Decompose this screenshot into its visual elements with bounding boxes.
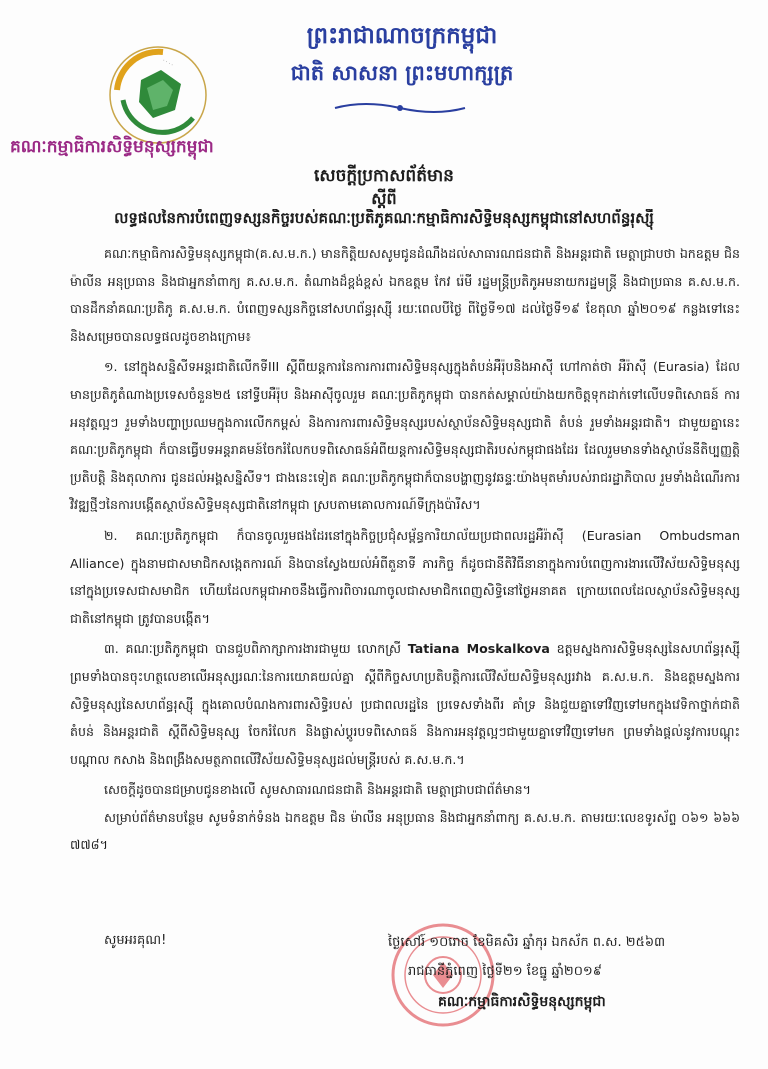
org-name-left: គណៈកម្មាធិការសិទ្ធិមនុស្សកម្ពុជា [10,137,214,157]
document-body [70,240,740,859]
svg-text:. . . .: . . . . [162,56,175,68]
committee-logo-icon [103,40,213,150]
paragraph-3-lead: ៣. គណៈប្រតិភូកម្ពុជា បានជួបពិភាក្សាការងារជាមួយ លោកស្រី [104,641,408,657]
document-subject: លទ្ធផលនៃការបំពេញទស្សនកិច្ចរបស់គណៈប្រតិភូគណៈកម្មាធិការសិទ្ធិមនុស្សកម្ពុជានៅសហព័ន្ធរុស្ស៊ី [114,209,654,227]
signature-lunar-date: ថ្ងៃសៅរ៍ ១០រោច ខែមិគសិរ ឆ្នាំកុរ ឯកស័ក ព.ស. ២៥៦៣ [388,935,666,950]
paragraph-1: ១. នៅក្នុងសន្និសីទអន្តរជាតិលើកទីIII ស្តីពីយន្តការនៃការការពារសិទ្ធិមនុស្សក្នុងតំបន់អឺរ៉ុបនិងអាស៊ី ហៅកាត់ថា អឺរ៉ាស៊ី (Eurasia) ដែលមានប្រតិភូតំណាងប្រទេសចំនួន២៥ នៅទ្វីបអឺរ៉ុប និងអាស៊ីចូលរួម គណៈប្រតិភូកម្ពុជា បានកត់សម្គាល់យ៉ាងយកចិត្តទុកដាក់ទៅលើបទពិសោធន៍ ការអនុវត្តល្អៗ រួមទាំងបញ្ហាប្រឈមក្នុងការលើកកម្ពស់ និងការការពារសិទ្ធិមនុស្សរបស់ស្ថាប័នសិទ្ធិមនុស្សជាតិ តំបន់ រួមទាំងអន្តរជាតិ។ ជាមួយគ្នានេះ គណៈប្រតិភូកម្ពុជា ក៏បានធ្វើបទអន្តរាគមន៍ចែករំលែកបទពិសោធន៍អំពីយន្តការសិទ្ធិមនុស្សជាតិរបស់កម្ពុជាផងដែរ ដែលរួមមានទាំងស្ថាប័ននីតិប្បញ្ញត្តិ ប្រតិបត្តិ និងតុលាការ ជូនដល់អង្គសន្និសីទ។ ជាងនេះទៀត គណៈប្រតិភូកម្ពុជាក៏បានបង្ហាញនូវឆន្ទៈយ៉ាងមុតមាំរបស់រាជរដ្ឋាភិបាល រួមទាំងដំណើរការវិវឌ្ឍថ្មីៗនៃការបង្កើតស្ថាប័នសិទ្ធិមនុស្សជាតិនៅកម្ពុជា ស្របតាមគោលការណ៍ទីក្រុងប៉ារីស។ [70,359,740,513]
closing-paragraph-2: សម្រាប់ព័ត៌មានបន្ថែម សូមទំនាក់ទំនង ឯកឧត្តម ជិន ម៉ាលីន អនុប្រធាន និងជាអ្នកនាំពាក្យ គ.ស.ម.ក. តាមរយៈលេខទូរស័ព្ទ ០៦១ ៦៦៦ ៧៧៨។ [70,809,740,853]
paragraph-3-person-name: Tatiana Moskalkova [407,641,550,657]
ornament-divider-icon [330,100,470,116]
signature-place-date: រាជធានីភ្នំពេញ ថ្ងៃទី២១ ខែធ្នូ ឆ្នាំ២០១៩ [408,964,602,979]
document-subtitle-about: ស្តីពី [371,189,397,208]
kingdom-heading: ព្រះរាជាណាចក្រកម្ពុជា [306,23,498,49]
closing-paragraph-1: សេចក្តីដូចបានជម្រាបជូនខាងលើ សូមសាធារណជនជាតិ និងអន្តរជាតិ មេត្តាជ្រាបជាព័ត៌មាន។ [104,782,531,798]
paragraph-2: ២. គណៈប្រតិភូកម្ពុជា ក៏បានចូលរួមផងដែរនៅក្នុងកិច្ចប្រជុំសម្ព័ន្ធការិយាល័យប្រជាពលរដ្ឋអឺរ៉ាស៊ី (Eurasian Ombudsman Alliance) ក្នុងនាមជាសមាជិកសង្កេតការណ៍ និងបានស្វែងយល់អំពីតួនាទី ភារកិច្ច ក៏ដូចជានីតិវិធីនានាក្នុងការបំពេញការងារលើវិស័យសិទ្ធិមនុស្សនៅក្នុងប្រទេសជាសមាជិក ហើយដែលកម្ពុជាអាចនឹងធ្វើការពិចារណាចូលជាសមាជិកពេញសិទ្ធិនៅថ្ងៃអនាគត ក្រោយពេលដែលស្ថាប័នសិទ្ធិមនុស្សជាតិនៅកម្ពុជា ត្រូវបានបង្កើត។ [70,527,740,626]
paragraph-3 [70,635,740,773]
document-title: សេចក្តីប្រកាសព័ត៌មាន [314,166,454,186]
paragraph-3-rest: ឧត្តមស្នងការសិទ្ធិមនុស្សនៃសហព័ន្ធរុស្ស៊ី ព្រមទាំងបានចុះហត្ថលេខាលើអនុស្សរណៈនៃការយោគយល់គ្នា ស្តីពីកិច្ចសហប្រតិបត្តិការលើវិស័យសិទ្ធិមនុស្សរវាង គ.ស.ម.ក. និងឧត្តមស្នងការសិទ្ធិមនុស្សនៃសហព័ន្ធរុស្ស៊ី ក្នុងគោលបំណងការពារសិទ្ធិរបស់ ប្រជាពលរដ្ឋនៃ ប្រទេសទាំងពីរ គាំទ្រ និងជួយគ្នាទៅវិញទៅមកក្នុងវេទិកាថ្នាក់ជាតិ តំបន់ និងអន្តរជាតិ ស្តីពីសិទ្ធិមនុស្ស ចែករំលែក និងផ្លាស់ប្តូរបទពិសោធន៍ និងការអនុវត្តល្អៗជាមួយគ្នាទៅវិញទៅមក ព្រមទាំងផ្តល់នូវការបណ្តុះបណ្តាល កសាង និងពង្រឹងសមត្ថភាពលើវិស័យសិទ្ធិមនុស្សដល់មន្ត្រីរបស់ គ.ស.ម.ក.។ [70,641,740,767]
national-motto: ជាតិ សាសនា ព្រះមហាក្សត្រ [290,61,514,85]
intro-paragraph: គណៈកម្មាធិការសិទ្ធិមនុស្សកម្ពុជា(គ.ស.ម.ក.) មានកិត្តិយសសូមជូនដំណឹងដល់សាធារណជនជាតិ និងអន្តរជាតិ មេត្តាជ្រាបថា ឯកឧត្តម ជិន ម៉ាលីន អនុប្រធាន និងជាអ្នកនាំពាក្យ គ.ស.ម.ក. តំណាងដ៏ខ្ពង់ខ្ពស់ ឯកឧត្តម កែវ រ៉េមី រដ្ឋមន្ត្រីប្រតិភូអមនាយករដ្ឋមន្ត្រី និងជាប្រធាន គ.ស.ម.ក. បានដឹកនាំគណៈប្រតិភូ គ.ស.ម.ក. បំពេញទស្សនកិច្ចនៅសហព័ន្ធរុស្ស៊ី រយៈពេលបីថ្ងៃ ពីថ្ងៃទី១៧ ដល់ថ្ងៃទី១៩ ខែតុលា ឆ្នាំ២០១៩ កន្លងទៅនេះ និងសម្រេចបានលទ្ធផលដូចខាងក្រោម៖ [70,246,740,344]
thanks-line: សូមអរគុណ! [104,933,167,948]
signature-organization: គណៈកម្មាធិការសិទ្ធិមនុស្សកម្ពុជា [438,994,606,1010]
